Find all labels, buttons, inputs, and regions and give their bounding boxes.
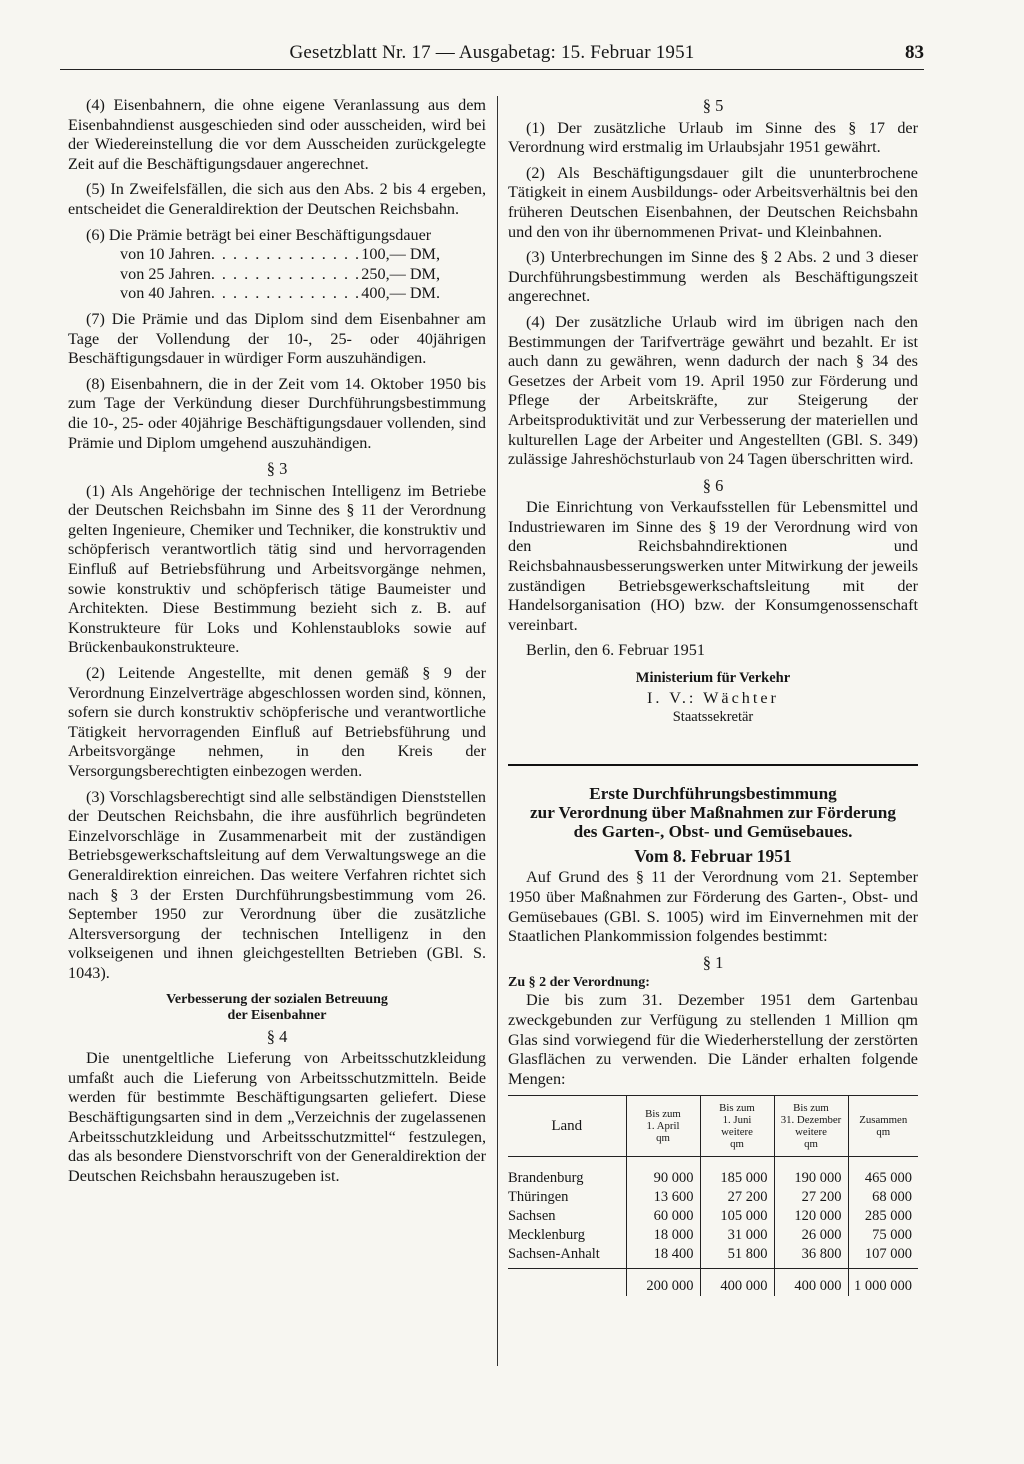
premium-row [120,265,440,285]
paragraph-5-2: (2) Als Beschäftigungsdauer gilt die ununterbrochene Tätigkeit in einem Ausbildungs- oder Arbeitsverhältnis bei den früheren Deutschen Eisenbahnen, der Deutschen Reichsbahn und den von ihr übernommenen Privat- und Kleinbahnen. [508,163,918,241]
cell-april: 18 400 [626,1245,700,1269]
paragraph-4: Die unentgeltliche Lieferung von Arbeitsschutzkleidung umfaßt auch die Lieferung von Arbeitsschutzmitteln. Beide werden für bestimmte Beschäftigungsarten geliefert. Diese Beschäftigungsarten sind in dem „Verzeichnis der zugelassenen Arbeitsschutzkleidung und Arbeitsschutzmittel“ festzulegen, das als besondere Dienstvorschrift von der Generaldirektion der Deutschen Reichsbahn herauszugeben ist. [68,1049,486,1185]
table-row [508,1226,918,1245]
regulation-intro: Auf Grund des § 11 der Verordnung vom 21. September 1950 über Maßnahmen zur Förderung des Garten-, Obst- und Gemüsebaues (GBl. S. 1005) wird im Einvernehmen mit der Staatlichen Plankommission folgendes bestimmt: [508,868,918,946]
cell-april: 13 600 [626,1188,700,1207]
premium-value: 400,— DM. [361,284,440,303]
section-3-heading: § 3 [266,459,288,479]
cell-june: 31 000 [700,1226,774,1245]
cell-december: 26 000 [774,1226,848,1245]
cell-land: Sachsen [508,1208,556,1225]
reference-label: Zu § 2 der Verordnung: [508,975,650,991]
column-header-december: Bis zum 31. Dezember weitere qm [774,1096,848,1157]
table-header-row [508,1096,918,1157]
total-june: 400 000 [700,1269,774,1297]
leader-dots [211,245,361,265]
cell-june: 51 800 [700,1245,774,1269]
cell-december: 120 000 [774,1207,848,1226]
cell-total: 75 000 [848,1226,918,1245]
cell-june: 27 200 [700,1188,774,1207]
cell-december: 190 000 [774,1157,848,1189]
paragraph-2-4: (4) Eisenbahnern, die ohne eigene Veranlassung aus dem Eisenbahndienst ausgeschieden sind oder ausscheiden, wird bei der Wiedereinstellung die vor dem Ausscheiden zurückgelegte Zeit auf die Beschäftigungsdauer angerechnet. [68,96,486,173]
cell-april: 60 000 [626,1207,700,1226]
premium-row [120,284,440,304]
premium-label: von 40 Jahren [120,284,211,303]
subheading-line-1: Verbesserung der sozialen Betreuung [166,991,388,1007]
regulation-date: Vom 8. Februar 1951 [634,845,792,866]
total-april: 200 000 [626,1269,700,1297]
paragraph-3-1: (1) Als Angehörige der technischen Intelligenz im Betriebe der Deutschen Reichsbahn im Sinne des § 11 der Verordnung gelten Ingenieure, Chemiker und Techniker, die konstruktiv und schöpferisch verantwortlich tätig sind und hervorragenden Einfluß auf Betriebsführung und Arbeitsvorgänge nehmen, sowie konstruktiv und schöpferisch tätige Baumeister und Architekten. Diese Bestimmung bezieht sich z. B. auf Konstrukteure für Loks und Kohlenstaubloks sowie auf Brückenbaukonstrukteure. [68,481,486,657]
cell-june: 185 000 [700,1157,774,1189]
signatory-name: I. V.: Wächter [647,688,779,707]
cell-land: Brandenburg [508,1170,584,1187]
premium-value: 250,— DM, [361,264,440,283]
leader-dots [211,284,361,304]
premium-list [120,245,440,304]
premium-value: 100,— DM, [361,245,440,264]
regulation-title-line-3: des Garten-, Obst- und Gemüsebaues. [573,821,853,841]
right-column [508,96,918,1296]
paragraph-5-3: (3) Unterbrechungen im Sinne des § 2 Abs. 2 und 3 dieser Durchführungsbestimmung werden als Beschäftigungszeit angerechnet. [508,248,918,306]
section-separator [508,764,918,768]
left-column [68,96,486,1192]
cell-april: 18 000 [626,1226,700,1245]
header-title: Gesetzblatt Nr. 17 — Ausgabetag: 15. Februar 1951 [289,42,695,63]
cell-land: Sachsen-Anhalt [508,1246,600,1263]
cell-land: Mecklenburg [508,1227,586,1244]
cell-june: 105 000 [700,1207,774,1226]
cell-total: 107 000 [848,1245,918,1269]
regulation-title-line-2: zur Verordnung über Maßnahmen zur Förderung [530,802,896,822]
place-and-date: Berlin, den 6. Februar 1951 [526,641,705,660]
section-6-heading: § 6 [702,475,724,495]
column-header-land: Land [508,1096,626,1157]
section-5-heading: § 5 [702,96,724,115]
table-row [508,1245,918,1269]
page-number: 83 [905,42,924,63]
cell-december: 36 800 [774,1245,848,1269]
column-header-april: Bis zum 1. April qm [626,1096,700,1157]
cell-land-empty [508,1269,626,1297]
paragraph-6: Die Einrichtung von Verkaufsstellen für Lebensmittel und Industriewaren im Sinne des § 19 der Verordnung wird von den Reichsbahndirektionen und Reichsbahnausbesserungswerken unter Mitwirkung der jeweils zuständigen Betriebsgewerkschaftsleitung mit der Handelsorganisation (HO) bzw. der Konsumgenossenschaft vereinbart. [508,498,918,634]
cell-land: Thüringen [508,1189,569,1206]
table-totals-row [508,1269,918,1297]
paragraph-5-1: (1) Der zusätzliche Urlaub im Sinne des § 17 der Verordnung wird erstmalig im Urlaubsjahr 1951 gewährt. [508,118,918,157]
subheading-line-2: der Eisenbahner [227,1007,327,1023]
column-header-june: Bis zum 1. Juni weitere qm [700,1096,774,1157]
paragraph-2-7: (7) Die Prämie und das Diplom sind dem Eisenbahner am Tage der Vollendung der 10-, 25- oder 40jährigen Beschäftigungsdauer in würdiger Form auszuhändigen. [68,309,486,368]
table-row [508,1207,918,1226]
premium-label: von 10 Jahren [120,245,211,264]
premium-row [120,245,440,265]
paragraph-1: Die bis zum 31. Dezember 1951 dem Gartenbau zweckgebunden zur Verfügung zu stellenden 1 Million qm Glas sind vorwiegend für die Wiederherstellung der zerstörten Glasflächen zu verwenden. Die Länder erhalten folgende Mengen: [508,991,918,1088]
regulation-title-line-1: Erste Durchführungsbestimmung [589,783,837,803]
table-row [508,1157,918,1189]
cell-april: 90 000 [626,1157,700,1189]
paragraph-5-4: (4) Der zusätzliche Urlaub wird im übrigen nach den Bestimmungen der Tarifverträge gewährt und bezahlt. Er ist auch dann zu gewähren, wenn dadurch der nach § 34 des Gesetzes der Arbeit vom 19. April 1950 zur Förderung und Pflege der Arbeitskräfte, zur Steigerung der Arbeitsproduktivität und zur Verbesserung der materiellen und kulturellen Lage der Arbeiter und Angestellten (GBl. S. 349) zulässige Jahreshöchsturlaub von 24 Tagen überschritten wird. [508,312,918,469]
section-4-heading: § 4 [266,1026,288,1046]
cell-total: 68 000 [848,1188,918,1207]
page-header [60,40,924,70]
signatory-role: Staatssekretär [672,709,754,726]
total-overall: 1 000 000 [848,1269,918,1297]
cell-total: 465 000 [848,1157,918,1189]
total-december: 400 000 [774,1269,848,1297]
paragraph-2-5: (5) In Zweifelsfällen, die sich aus den Abs. 2 bis 4 ergeben, entscheidet die Generaldirektion der Deutschen Reichsbahn. [68,180,486,218]
ministry-name: Ministerium für Verkehr [635,670,791,687]
cell-december: 27 200 [774,1188,848,1207]
paragraph-3-3: (3) Vorschlagsberechtigt sind alle selbständigen Dienststellen der Deutschen Reichsbahn, die ihre ausführlich begründeten Einzelvorschläge in Zusammenarbeit mit der zuständigen Betriebsgewerkschaftsleitung auf dem Verwaltungswege an die Generaldirektion einreichen. Das weitere Verfahren richtet sich nach § 3 der Ersten Durchführungsbestimmung vom 26. September 1950 zur Verordnung über die zusätzliche Altersversorgung der technischen Intelligenz in den volkseigenen und ihnen gleichgestellten Betrieben (GBl. S. 1043). [68,787,486,982]
column-header-total: Zusammen qm [848,1096,918,1157]
glass-quota-table [508,1095,918,1296]
column-divider [497,96,498,1366]
table-row [508,1188,918,1207]
paragraph-3-2: (2) Leitende Angestellte, mit denen gemäß § 9 der Verordnung Einzelverträge abgeschlossen worden sind, können, sofern sie durch konstruktiv schöpferische und verantwortliche Tätigkeit hervorragenden Einfluß auf Betriebsführung und Arbeitsvorgänge nehmen, in den Kreis der Versorgungsberechtigten einbezogen werden. [68,664,486,780]
paragraph-2-8: (8) Eisenbahnern, die in der Zeit vom 14. Oktober 1950 bis zum Tage der Verkündung dieser Durchführungsbestimmung die 10-, 25- oder 40jährige Beschäftigungsdauer vollenden, sind Prämie und Diplom umgehend auszuhändigen. [68,374,486,452]
section-1-heading: § 1 [702,952,724,972]
premium-label: von 25 Jahren [120,264,211,283]
paragraph-2-6: (6) Die Prämie beträgt bei einer Beschäftigungsdauer [86,225,432,244]
cell-total: 285 000 [848,1207,918,1226]
leader-dots [211,265,361,285]
